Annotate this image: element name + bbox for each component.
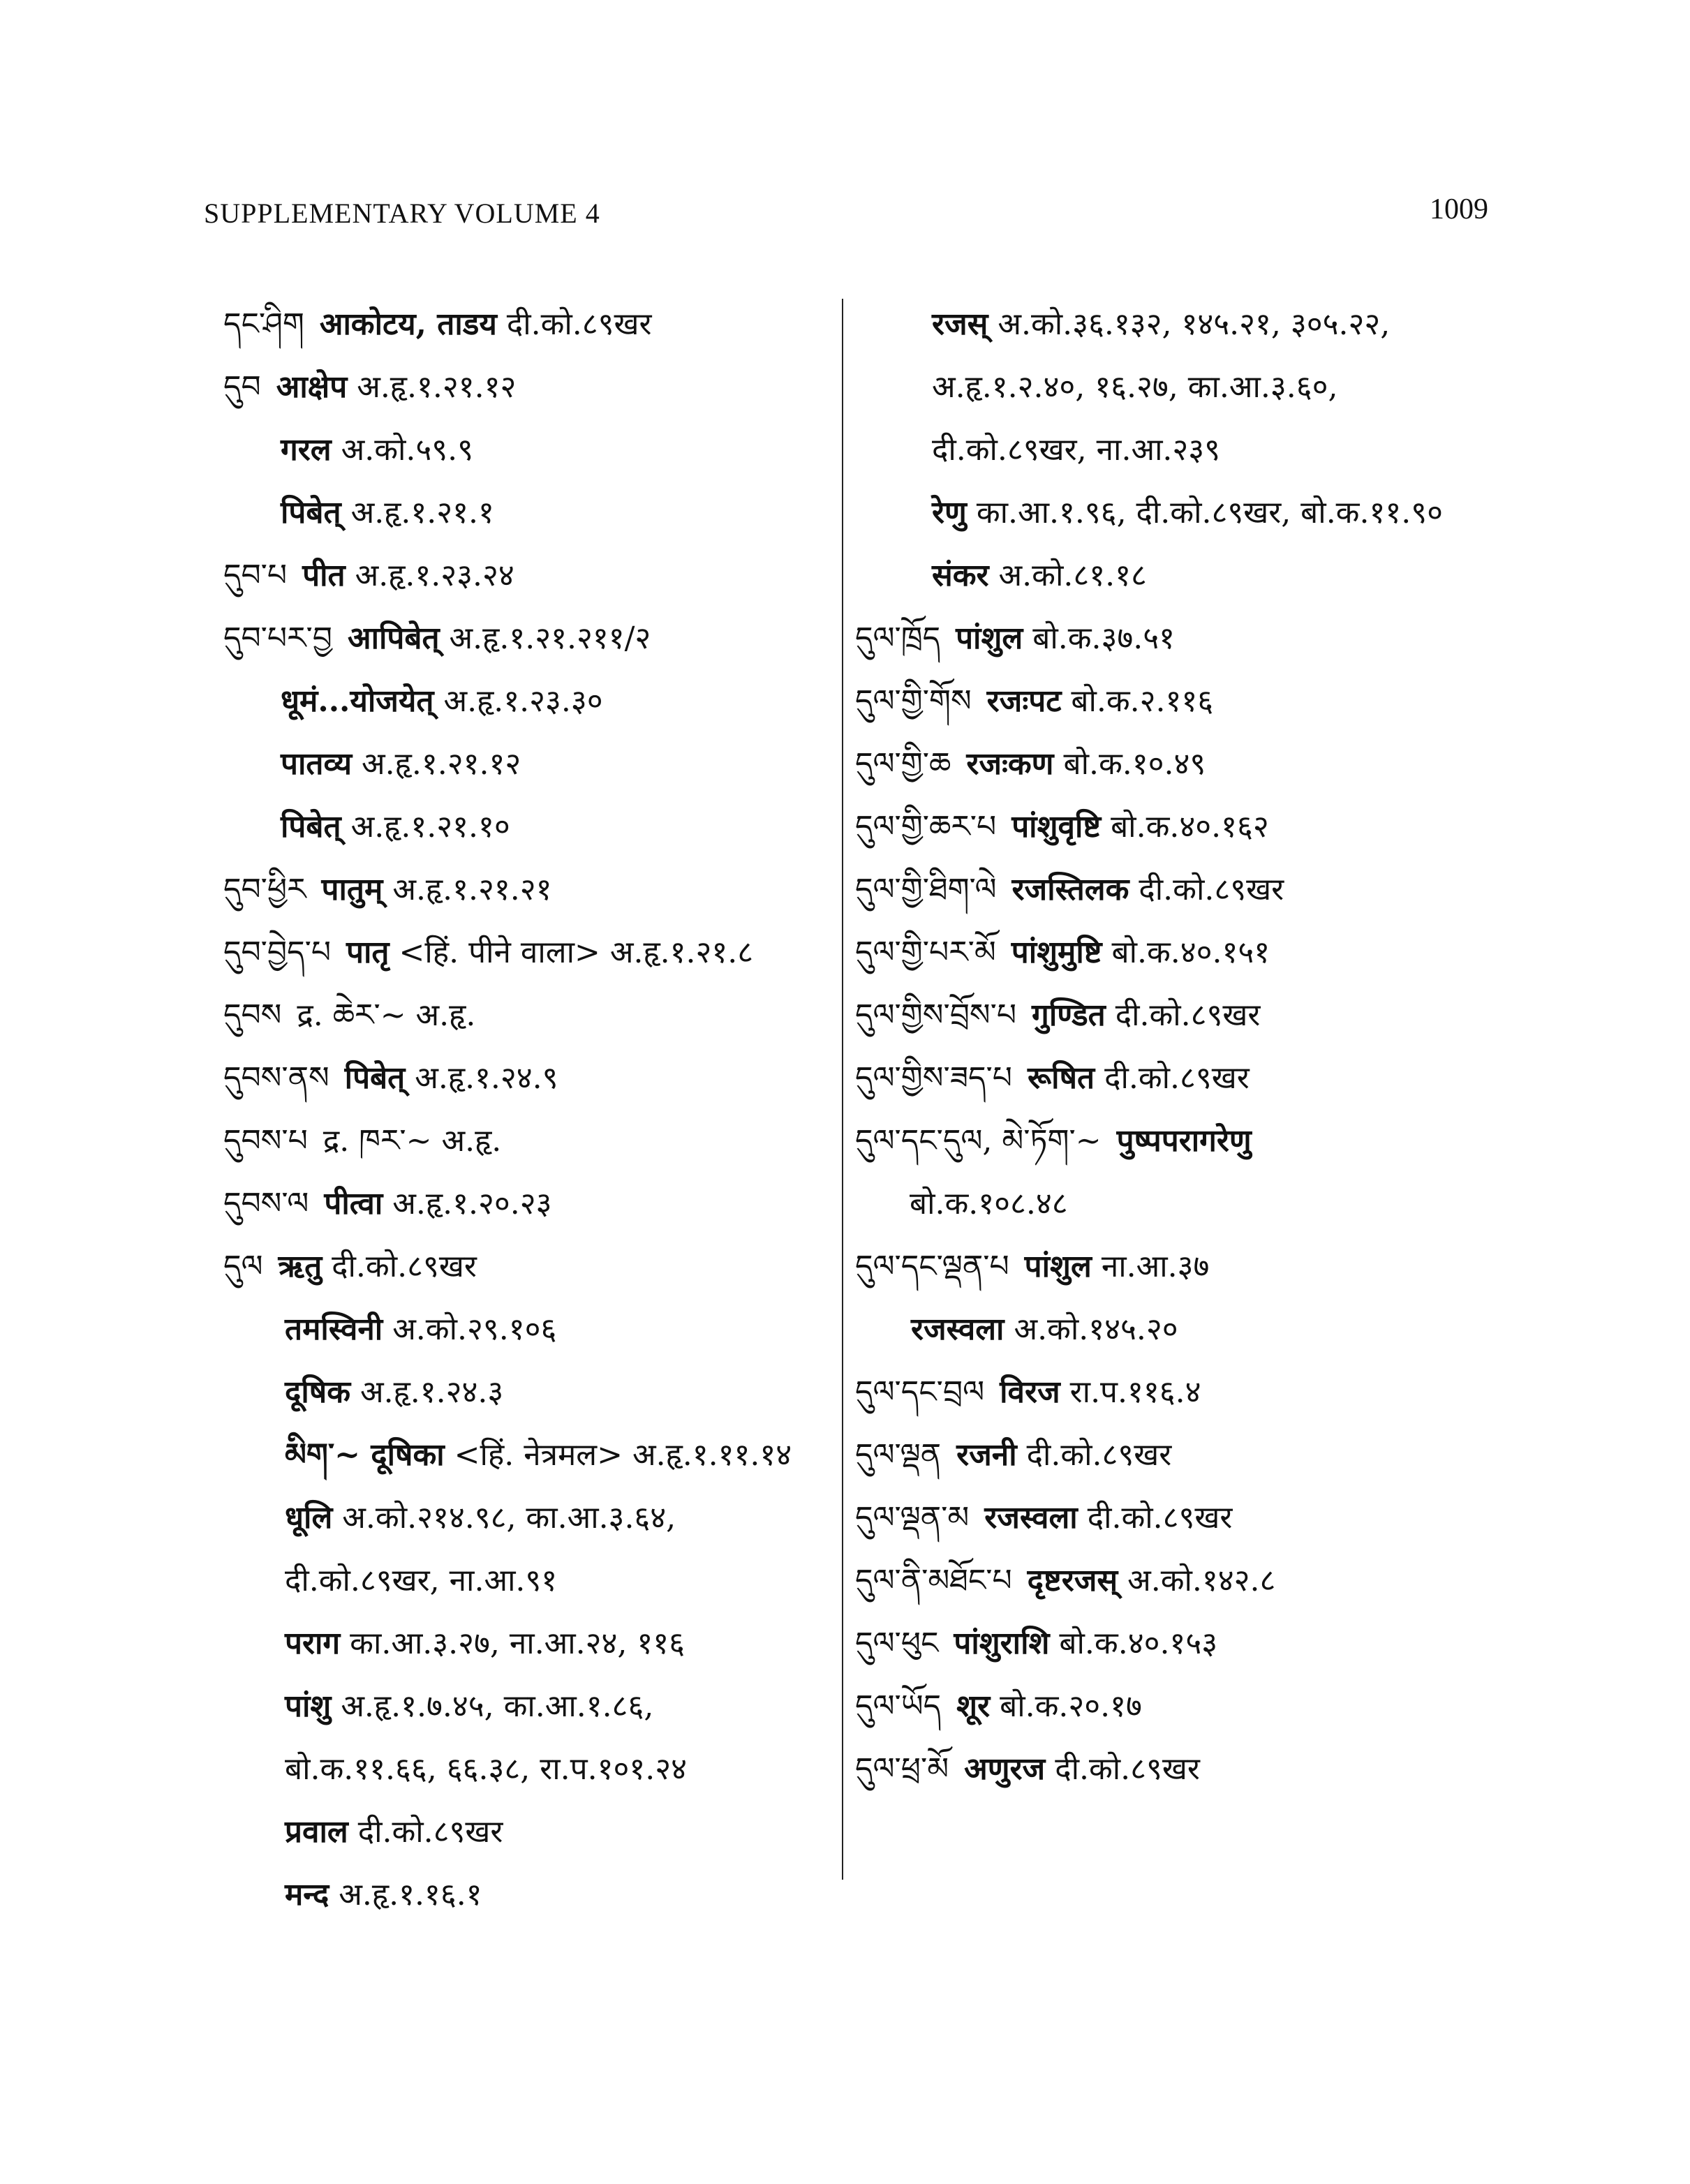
sanskrit-equivalent: མིག་~ दूषिका bbox=[285, 1437, 445, 1473]
sanskrit-equivalent: पांशुमुष्टि bbox=[1011, 935, 1102, 970]
dictionary-entry bbox=[855, 1675, 1483, 1738]
tibetan-headword: དུལ་གྱི་པར་མོ bbox=[855, 935, 996, 970]
tibetan-headword: དུལ་དང་ལྡན་པ bbox=[855, 1249, 1009, 1284]
source-reference: बो.क.२.११६ bbox=[1071, 683, 1214, 719]
source-reference: दी.को.८९खर bbox=[332, 1249, 477, 1284]
source-reference: दी.को.८९खर, ना.आ.९१ bbox=[285, 1563, 558, 1598]
source-reference: दी.को.८९खर bbox=[1026, 1437, 1172, 1473]
source-reference: बो.क.४०.१६२ bbox=[1111, 809, 1269, 845]
dictionary-entry bbox=[855, 482, 1483, 544]
tibetan-headword: དུལ་ཕྲ་མོ bbox=[855, 1751, 949, 1787]
sanskrit-equivalent: पराग bbox=[285, 1626, 341, 1661]
left-column bbox=[223, 293, 838, 1926]
sanskrit-equivalent: रजस्तिलक bbox=[1011, 872, 1129, 907]
dictionary-entry bbox=[223, 1047, 838, 1110]
sanskrit-equivalent: पीत bbox=[302, 558, 346, 593]
source-reference: अ.हृ.१.२.४०, १६.२७, का.आ.३.६०, bbox=[932, 369, 1338, 405]
source-reference: बो.क.२०.१७ bbox=[1000, 1688, 1142, 1724]
sanskrit-equivalent: रेणु bbox=[932, 495, 967, 530]
source-reference: का.आ.१.९६, दी.को.८९खर, बो.क.११.९० bbox=[976, 495, 1443, 530]
dictionary-entry bbox=[855, 544, 1483, 607]
dictionary-entry bbox=[855, 859, 1483, 921]
source-reference: दी.को.८९खर, ना.आ.२३९ bbox=[932, 432, 1221, 468]
sanskrit-equivalent: ऋतु bbox=[278, 1249, 323, 1284]
tibetan-headword: དུབ bbox=[223, 369, 261, 405]
dictionary-entry bbox=[855, 607, 1483, 670]
sanskrit-equivalent: रजस्वला bbox=[911, 1312, 1005, 1347]
sanskrit-equivalent: दूषिक bbox=[285, 1374, 350, 1410]
tibetan-headword: དུབས bbox=[223, 997, 282, 1033]
source-reference: ना.आ.३७ bbox=[1101, 1249, 1210, 1284]
source-reference: द्र. ཁར་~ अ.हृ. bbox=[323, 1123, 502, 1159]
source-reference: बो.क.११.६६, ६६.३८, रा.प.१०१.२४ bbox=[285, 1751, 687, 1787]
dictionary-entry bbox=[855, 293, 1483, 356]
sanskrit-equivalent: पांशु bbox=[285, 1688, 332, 1724]
tibetan-headword: དུལ་གྱིས་ཟད་པ bbox=[855, 1060, 1012, 1096]
dictionary-entry bbox=[855, 1424, 1483, 1487]
source-reference: दी.को.८९खर bbox=[1087, 1500, 1233, 1536]
dictionary-entry bbox=[223, 733, 838, 796]
sanskrit-equivalent: पीत्वा bbox=[324, 1186, 383, 1221]
sanskrit-equivalent: प्रवाल bbox=[285, 1814, 348, 1850]
sanskrit-equivalent: पुष्पपरागरेणु bbox=[1116, 1123, 1252, 1159]
dictionary-entry bbox=[855, 1550, 1483, 1612]
source-reference: द्र. ཆེར་~ अ.हृ. bbox=[297, 997, 476, 1033]
dictionary-entry bbox=[855, 1110, 1483, 1173]
dictionary-entry bbox=[223, 607, 838, 670]
tibetan-headword: དུབ་བྱེད་པ bbox=[223, 935, 332, 970]
source-reference: अ.को.५९.९ bbox=[341, 432, 474, 468]
dictionary-entry bbox=[223, 859, 838, 921]
tibetan-headword: དུལ་གྱི་གོས bbox=[855, 683, 972, 719]
source-reference: दी.को.८९खर bbox=[357, 1814, 503, 1850]
sanskrit-equivalent: अणुरज bbox=[964, 1751, 1046, 1787]
dictionary-entry bbox=[223, 1235, 838, 1298]
source-reference: अ.को.१४२.८ bbox=[1127, 1563, 1276, 1598]
tibetan-headword: དུལ་ཁྲོད bbox=[855, 621, 941, 656]
sanskrit-equivalent: पातृ bbox=[346, 935, 390, 970]
dictionary-entry bbox=[223, 544, 838, 607]
page-header bbox=[204, 193, 1488, 239]
tibetan-headword: དུལ་དང་བྲལ bbox=[855, 1374, 985, 1410]
source-reference: दी.को.८९खर bbox=[1055, 1751, 1200, 1787]
tibetan-headword: དུབ་པ bbox=[223, 558, 288, 593]
dictionary-entry bbox=[223, 482, 838, 544]
sanskrit-equivalent: गुण्डित bbox=[1032, 997, 1106, 1033]
source-reference: बो.क.१०.४९ bbox=[1063, 746, 1206, 782]
sanskrit-equivalent: धूलि bbox=[285, 1500, 333, 1536]
source-reference: अ.को.२१४.९८, का.आ.३.६४, bbox=[342, 1500, 676, 1536]
source-reference: अ.हृ.१.२१.१२ bbox=[357, 369, 517, 405]
sanskrit-equivalent: पिबेत् bbox=[344, 1060, 406, 1096]
dictionary-entry bbox=[855, 984, 1483, 1047]
tibetan-headword: དུལ་དང་དུལ, མེ་ཏོག་~ bbox=[855, 1123, 1102, 1159]
source-reference: अ.हृ.१.२३.२४ bbox=[355, 558, 514, 593]
sanskrit-equivalent: शूर bbox=[956, 1688, 991, 1724]
dictionary-entry bbox=[223, 356, 838, 419]
source-reference: बो.क.३७.५१ bbox=[1032, 621, 1175, 656]
source-reference: अ.हृ.१.२१.१० bbox=[350, 809, 510, 845]
dictionary-entry bbox=[223, 1298, 838, 1361]
source-reference: अ.हृ.१.२४.९ bbox=[415, 1060, 558, 1096]
source-reference: अ.हृ.१.२१.१२ bbox=[362, 746, 521, 782]
source-reference: <हिं. नेत्रमल> अ.हृ.१.११.१४ bbox=[454, 1437, 792, 1473]
tibetan-headword: དུལ་གྱི་ཐིག་ལེ bbox=[855, 872, 997, 907]
tibetan-headword: དུབ་ཕྱིར bbox=[223, 872, 306, 907]
dictionary-entry bbox=[223, 1487, 838, 1550]
sanskrit-equivalent: गरल bbox=[281, 432, 332, 468]
source-reference: अ.हृ.१.२१.२११/२ bbox=[449, 621, 651, 656]
source-reference: दी.को.८९खर bbox=[1139, 872, 1284, 907]
dictionary-entry bbox=[223, 921, 838, 984]
tibetan-headword: དུབས་ལ bbox=[223, 1186, 309, 1221]
dictionary-entry bbox=[855, 1235, 1483, 1298]
sanskrit-equivalent: रजस्वला bbox=[984, 1500, 1078, 1536]
dictionary-entry bbox=[855, 1298, 1483, 1361]
tibetan-headword: དུལ་ཡོད bbox=[855, 1688, 942, 1724]
source-reference: अ.हृ.१.२३.३० bbox=[443, 683, 603, 719]
source-reference: दी.को.८९खर bbox=[506, 306, 652, 342]
sanskrit-equivalent: पिबेत् bbox=[281, 809, 341, 845]
source-reference: अ.को.१४५.२० bbox=[1014, 1312, 1178, 1347]
right-column bbox=[855, 293, 1483, 1801]
sanskrit-equivalent: आपिबेत् bbox=[347, 621, 440, 656]
source-reference: दी.को.८९खर bbox=[1104, 1060, 1250, 1096]
sanskrit-equivalent: रजस् bbox=[932, 306, 988, 342]
dictionary-entry bbox=[855, 1612, 1483, 1675]
sanskrit-equivalent: आक्षेप bbox=[276, 369, 348, 405]
sanskrit-equivalent: रजःपट bbox=[986, 683, 1062, 719]
dictionary-entry bbox=[855, 419, 1483, 482]
tibetan-headword: དུལ bbox=[223, 1249, 263, 1284]
tibetan-headword: དུལ་གྱི་ཆ bbox=[855, 746, 951, 782]
sanskrit-equivalent: पिबेत् bbox=[281, 495, 341, 530]
tibetan-headword: དུལ་ལྡན་མ bbox=[855, 1500, 970, 1536]
tibetan-headword: དུལ་ཕུང bbox=[855, 1626, 939, 1661]
dictionary-entry bbox=[223, 419, 838, 482]
source-reference: अ.को.८१.१८ bbox=[998, 558, 1147, 593]
sanskrit-equivalent: रजःकण bbox=[966, 746, 1054, 782]
dictionary-entry bbox=[223, 1361, 838, 1424]
source-reference: अ.को.२९.१०६ bbox=[392, 1312, 557, 1347]
sanskrit-equivalent: आकोटय, ताडय bbox=[319, 306, 497, 342]
running-title: SUPPLEMENTARY VOLUME 4 bbox=[204, 198, 600, 229]
source-reference: अ.हृ.१.२१.२१ bbox=[392, 872, 552, 907]
sanskrit-equivalent: मन्द bbox=[285, 1877, 329, 1912]
dictionary-entry bbox=[223, 1424, 838, 1487]
tibetan-headword: དུབ་པར་བྱ bbox=[223, 621, 332, 656]
dictionary-entry bbox=[223, 1738, 838, 1801]
source-reference: रा.प.११६.४ bbox=[1069, 1374, 1201, 1410]
source-reference: अ.हृ.१.२४.३ bbox=[360, 1374, 504, 1410]
source-reference: अ.हृ.१.२०.२३ bbox=[392, 1186, 552, 1221]
source-reference: बो.क.४०.१५३ bbox=[1059, 1626, 1218, 1661]
dictionary-entry bbox=[855, 356, 1483, 419]
sanskrit-equivalent: पातव्य bbox=[281, 746, 353, 782]
dictionary-entry bbox=[223, 1675, 838, 1738]
source-reference: अ.को.३६.१३२, १४५.२१, ३०५.२२, bbox=[998, 306, 1391, 342]
sanskrit-equivalent: संकर bbox=[932, 558, 989, 593]
dictionary-entry bbox=[855, 1487, 1483, 1550]
dictionary-entry bbox=[855, 1361, 1483, 1424]
tibetan-headword: དུལ་གྱིས་བྲོས་པ bbox=[855, 997, 1017, 1033]
sanskrit-equivalent: तमस्विनी bbox=[285, 1312, 383, 1347]
source-reference: दी.को.८९खर bbox=[1115, 997, 1261, 1033]
dictionary-entry bbox=[855, 1738, 1483, 1801]
sanskrit-equivalent: रजनी bbox=[956, 1437, 1017, 1473]
dictionary-entry bbox=[855, 921, 1483, 984]
dictionary-entry bbox=[223, 293, 838, 356]
source-reference: अ.हृ.१.२१.१ bbox=[350, 495, 494, 530]
sanskrit-equivalent: विरज bbox=[1000, 1374, 1060, 1410]
dictionary-entry bbox=[223, 1864, 838, 1926]
source-reference: अ.हृ.१.७.४५, का.आ.१.८६, bbox=[341, 1688, 654, 1724]
dictionary-entry bbox=[223, 670, 838, 733]
sanskrit-equivalent: पांशुवृष्टि bbox=[1011, 809, 1102, 845]
tibetan-headword: དུལ་ནི་མཐོང་པ bbox=[855, 1563, 1012, 1598]
source-reference: बो.क.१०८.४८ bbox=[910, 1186, 1068, 1221]
dictionary-entry bbox=[223, 1173, 838, 1235]
sanskrit-equivalent: रूषित bbox=[1027, 1060, 1095, 1096]
tibetan-headword: དུབས་ནས bbox=[223, 1060, 329, 1096]
source-reference: का.आ.३.२७, ना.आ.२४, ११६ bbox=[350, 1626, 685, 1661]
sanskrit-equivalent: पांशुल bbox=[956, 621, 1023, 656]
dictionary-entry bbox=[223, 1801, 838, 1864]
sanskrit-equivalent: दृष्टरजस् bbox=[1027, 1563, 1118, 1598]
dictionary-entry bbox=[855, 1173, 1483, 1235]
dictionary-entry bbox=[223, 1550, 838, 1612]
sanskrit-equivalent: पांशुल bbox=[1024, 1249, 1092, 1284]
tibetan-headword: དུལ་ལྡན bbox=[855, 1437, 942, 1473]
source-reference: बो.क.४०.१५१ bbox=[1111, 935, 1270, 970]
dictionary-entry bbox=[223, 1612, 838, 1675]
dictionary-entry bbox=[223, 796, 838, 859]
dictionary-entry bbox=[855, 796, 1483, 859]
source-reference: अ.हृ.१.१६.१ bbox=[339, 1877, 482, 1912]
source-reference: <हिं. पीने वाला> अ.हृ.१.२१.८ bbox=[399, 935, 754, 970]
sanskrit-equivalent: धूमं...योजयेत् bbox=[281, 683, 434, 719]
column-divider bbox=[842, 299, 843, 1880]
tibetan-headword: དུབས་པ bbox=[223, 1123, 308, 1159]
dictionary-entry bbox=[223, 1110, 838, 1173]
dictionary-entry bbox=[855, 670, 1483, 733]
dictionary-entry bbox=[855, 1047, 1483, 1110]
page-number: 1009 bbox=[1430, 193, 1488, 225]
sanskrit-equivalent: पातुम् bbox=[321, 872, 383, 907]
tibetan-headword: དང་ཤིག bbox=[223, 306, 304, 342]
sanskrit-equivalent: पांशुराशि bbox=[954, 1626, 1050, 1661]
dictionary-entry bbox=[855, 733, 1483, 796]
tibetan-headword: དུལ་གྱི་ཆར་པ bbox=[855, 809, 997, 845]
dictionary-entry bbox=[223, 984, 838, 1047]
